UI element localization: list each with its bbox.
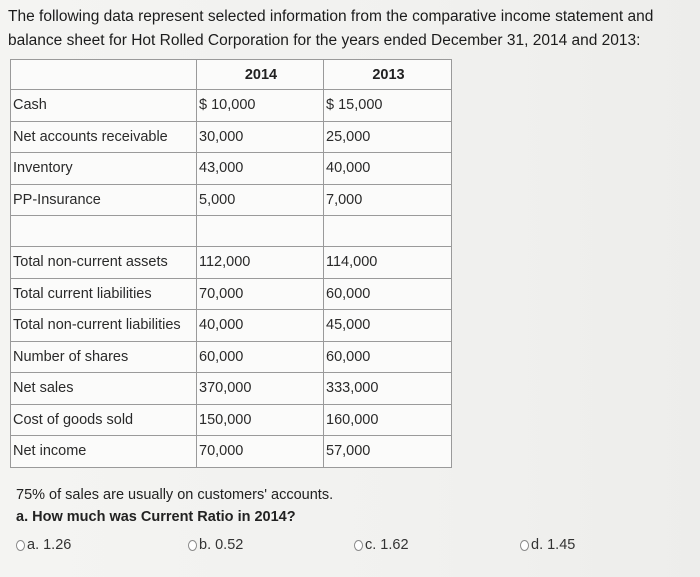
value-2013: $ 15,000 bbox=[324, 90, 452, 122]
value-2014: 60,000 bbox=[197, 341, 324, 373]
empty-cell bbox=[197, 216, 324, 247]
option-label: a. 1.26 bbox=[27, 537, 72, 553]
empty-cell bbox=[324, 216, 452, 247]
row-label: Cost of goods sold bbox=[11, 404, 197, 436]
value-2014: 43,000 bbox=[197, 153, 324, 185]
value-2014: $ 10,000 bbox=[197, 90, 324, 122]
value-2013: 25,000 bbox=[324, 121, 452, 153]
value-2013: 7,000 bbox=[324, 184, 452, 216]
table-row bbox=[11, 436, 452, 468]
table-row bbox=[11, 184, 452, 216]
radio-icon[interactable] bbox=[520, 540, 529, 551]
radio-icon[interactable] bbox=[188, 540, 197, 551]
table-row bbox=[11, 153, 452, 185]
row-label: Inventory bbox=[11, 153, 197, 185]
table-row bbox=[11, 404, 452, 436]
table-row bbox=[11, 373, 452, 405]
question-block bbox=[16, 484, 616, 528]
table-row bbox=[11, 278, 452, 310]
option-d[interactable] bbox=[520, 537, 575, 553]
empty-cell bbox=[11, 216, 197, 247]
financial-data-table bbox=[10, 59, 452, 468]
option-c[interactable] bbox=[354, 537, 409, 553]
value-2013: 60,000 bbox=[324, 278, 452, 310]
row-label: Net accounts receivable bbox=[11, 121, 197, 153]
value-2014: 30,000 bbox=[197, 121, 324, 153]
table-header-row bbox=[11, 60, 452, 90]
value-2014: 40,000 bbox=[197, 310, 324, 342]
header-label bbox=[11, 60, 197, 90]
row-label: Total non-current assets bbox=[11, 247, 197, 279]
value-2013: 333,000 bbox=[324, 373, 452, 405]
row-label: Net income bbox=[11, 436, 197, 468]
value-2014: 150,000 bbox=[197, 404, 324, 436]
radio-icon[interactable] bbox=[354, 540, 363, 551]
option-a[interactable] bbox=[16, 537, 71, 553]
value-2014: 370,000 bbox=[197, 373, 324, 405]
option-label: b. 0.52 bbox=[199, 537, 244, 553]
value-2013: 160,000 bbox=[324, 404, 452, 436]
table-row bbox=[11, 310, 452, 342]
table-row bbox=[11, 341, 452, 373]
answer-options bbox=[16, 537, 696, 557]
row-label: Total non-current liabilities bbox=[11, 310, 197, 342]
option-label: d. 1.45 bbox=[531, 537, 576, 553]
question-text: a. How much was Current Ratio in 2014? bbox=[16, 509, 296, 525]
row-label: Number of shares bbox=[11, 341, 197, 373]
row-label: PP-Insurance bbox=[11, 184, 197, 216]
option-label: c. 1.62 bbox=[365, 537, 409, 553]
option-b[interactable] bbox=[188, 537, 243, 553]
value-2013: 60,000 bbox=[324, 341, 452, 373]
row-label: Total current liabilities bbox=[11, 278, 197, 310]
value-2014: 70,000 bbox=[197, 278, 324, 310]
header-2014: 2014 bbox=[197, 60, 324, 90]
table-row bbox=[11, 121, 452, 153]
row-label: Cash bbox=[11, 90, 197, 122]
value-2014: 112,000 bbox=[197, 247, 324, 279]
value-2013: 114,000 bbox=[324, 247, 452, 279]
radio-icon[interactable] bbox=[16, 540, 25, 551]
value-2013: 57,000 bbox=[324, 436, 452, 468]
value-2013: 45,000 bbox=[324, 310, 452, 342]
empty-row bbox=[11, 216, 452, 247]
row-label: Net sales bbox=[11, 373, 197, 405]
header-2013: 2013 bbox=[324, 60, 452, 90]
value-2013: 40,000 bbox=[324, 153, 452, 185]
table-row bbox=[11, 90, 452, 122]
intro-text: The following data represent selected information from the comparative income statement and balance sheet for Hot Rolled Corporation for the years ended December 31, 2014 and 2013: bbox=[8, 8, 654, 49]
note-text: 75% of sales are usually on customers' accounts. bbox=[16, 487, 334, 503]
value-2014: 5,000 bbox=[197, 184, 324, 216]
table-row bbox=[11, 247, 452, 279]
value-2014: 70,000 bbox=[197, 436, 324, 468]
